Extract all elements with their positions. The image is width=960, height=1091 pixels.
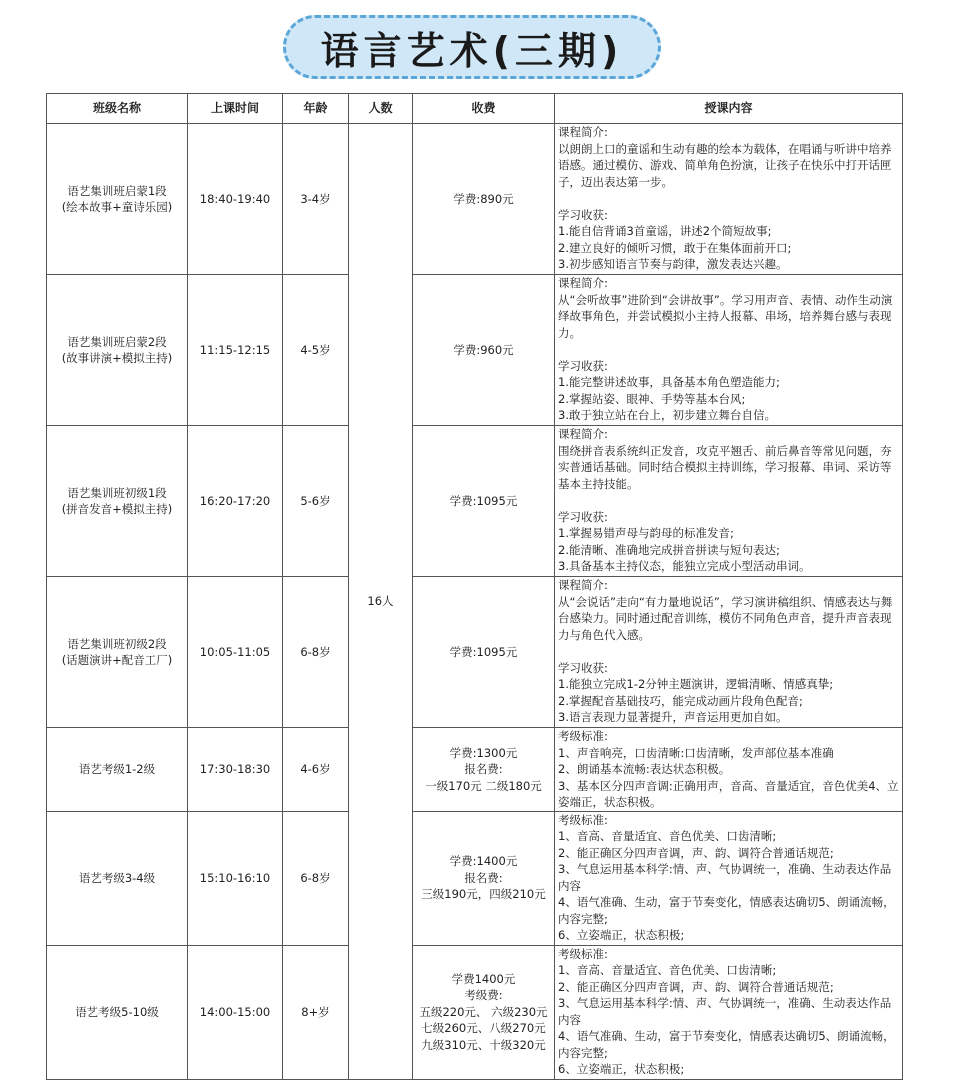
header-content: 授课内容: [555, 94, 903, 124]
fee-cell: 学费:1095元: [413, 577, 555, 728]
content-cell: 课程简介: 从“会听故事”进阶到“会讲故事”。学习用声音、表情、动作生动演绎故事角色，并尝试模拟小主持人报幕、串场，培养舞台感与表现力。 学习收获: 1.能完整讲述故事，具备基本角色塑造能力; 2.掌握站姿、眼神、手势等基本台风; 3.敢于独立站在台上，初步建立舞台自信。: [555, 275, 903, 426]
table-row: [47, 577, 903, 728]
age-cell: 3-4岁: [283, 124, 349, 275]
class-name-cell: 语艺考级1-2级: [47, 728, 188, 812]
header-headcount: 人数: [349, 94, 413, 124]
age-cell: 5-6岁: [283, 426, 349, 577]
fee-cell: 学费:960元: [413, 275, 555, 426]
table-row: [47, 945, 903, 1079]
time-cell: 16:20-17:20: [188, 426, 283, 577]
content-cell: 考级标准: 1、音高、音量适宜、音色优美、口齿清晰; 2、能正确区分四声音调，声、韵、调符合普通话规范; 3、气息运用基本科学:情、声、气协调统一，准确、生动表达作品内容 4、语气准确、生动，富于节奏变化，情感表达确切5、朗诵流畅，内容完整; 6、立姿端正，状态积极;: [555, 811, 903, 945]
content-cell: 考级标准: 1、声音响亮，口齿清晰:口齿清晰，发声部位基本准确 2、朗诵基本流畅:表达状态积极。 3、基本区分四声音调:正确用声，音高、音量适宜，音色优美4、立姿端正，状态积极。: [555, 728, 903, 812]
class-name-cell: 语艺考级3-4级: [47, 811, 188, 945]
fee-cell: 学费:1095元: [413, 426, 555, 577]
headcount-cell: 16人: [349, 124, 413, 1080]
time-cell: 14:00-15:00: [188, 945, 283, 1079]
table-row: [47, 811, 903, 945]
time-cell: 17:30-18:30: [188, 728, 283, 812]
age-cell: 6-8岁: [283, 577, 349, 728]
fee-cell: 学费:1300元 报名费: 一级170元 二级180元: [413, 728, 555, 812]
time-cell: 10:05-11:05: [188, 577, 283, 728]
age-cell: 8+岁: [283, 945, 349, 1079]
fee-cell: 学费1400元 考级费: 五级220元、 六级230元 七级260元、八级270元 九级310元、十级320元: [413, 945, 555, 1079]
time-cell: 15:10-16:10: [188, 811, 283, 945]
content-cell: 考级标准: 1、音高、音量适宜、音色优美、口齿清晰; 2、能正确区分四声音调，声、韵、调符合普通话规范; 3、气息运用基本科学:情、声、气协调统一，准确、生动表达作品内容 4、语气准确、生动，富于节奏变化，情感表达确切5、朗诵流畅，内容完整; 6、立姿端正，状态积极;: [555, 945, 903, 1079]
header-fee: 收费: [413, 94, 555, 124]
class-name-cell: 语艺考级5-10级: [47, 945, 188, 1079]
class-name-cell: 语艺集训班初级1段 (拼音发音+模拟主持): [47, 426, 188, 577]
age-cell: 6-8岁: [283, 811, 349, 945]
time-cell: 18:40-19:40: [188, 124, 283, 275]
table-row: [47, 426, 903, 577]
fee-cell: 学费:890元: [413, 124, 555, 275]
content-cell: 课程简介: 从“会说话”走向“有力量地说话”，学习演讲稿组织、情感表达与舞台感染力。同时通过配音训练，模仿不同角色声音，提升声音表现力与角色代入感。 学习收获: 1.能独立完成1-2分钟主题演讲，逻辑清晰、情感真挚; 2.掌握配音基础技巧，能完成动画片段角色配音; 3.语言表现力显著提升，声音运用更加自如。: [555, 577, 903, 728]
content-cell: 课程简介: 以朗朗上口的童谣和生动有趣的绘本为载体，在唱诵与听讲中培养语感。通过模仿、游戏、简单角色扮演，让孩子在快乐中打开话匣子，迈出表达第一步。 学习收获: 1.能自信背诵3首童谣，讲述2个简短故事; 2.建立良好的倾听习惯，敢于在集体面前开口; 3.初步感知语言节奏与韵律，激发表达兴趣。: [555, 124, 903, 275]
class-name-cell: 语艺集训班初级2段 (话题演讲+配音工厂): [47, 577, 188, 728]
header-time: 上课时间: [188, 94, 283, 124]
table-row: [47, 124, 903, 275]
header-class-name: 班级名称: [47, 94, 188, 124]
table-row: [47, 728, 903, 812]
title-banner: [283, 15, 661, 79]
class-name-cell: 语艺集训班启蒙2段 (故事讲演+模拟主持): [47, 275, 188, 426]
table-row: [47, 275, 903, 426]
class-name-cell: 语艺集训班启蒙1段 (绘本故事+童诗乐园): [47, 124, 188, 275]
age-cell: 4-6岁: [283, 728, 349, 812]
table-header-row: [47, 94, 903, 124]
age-cell: 4-5岁: [283, 275, 349, 426]
time-cell: 11:15-12:15: [188, 275, 283, 426]
class-schedule-table: [46, 93, 903, 1080]
fee-cell: 学费:1400元 报名费: 三级190元，四级210元: [413, 811, 555, 945]
content-cell: 课程简介: 围绕拼音表系统纠正发音，攻克平翘舌、前后鼻音等常见问题，夯实普通话基础。同时结合模拟主持训练，学习报幕、串词、采访等基本主持技能。 学习收获: 1.掌握易错声母与韵母的标准发音; 2.能清晰、准确地完成拼音拼读与短句表达; 3.具备基本主持仪态，能独立完成小型活动串词。: [555, 426, 903, 577]
page-title: 语言艺术(三期): [320, 28, 624, 73]
header-age: 年龄: [283, 94, 349, 124]
